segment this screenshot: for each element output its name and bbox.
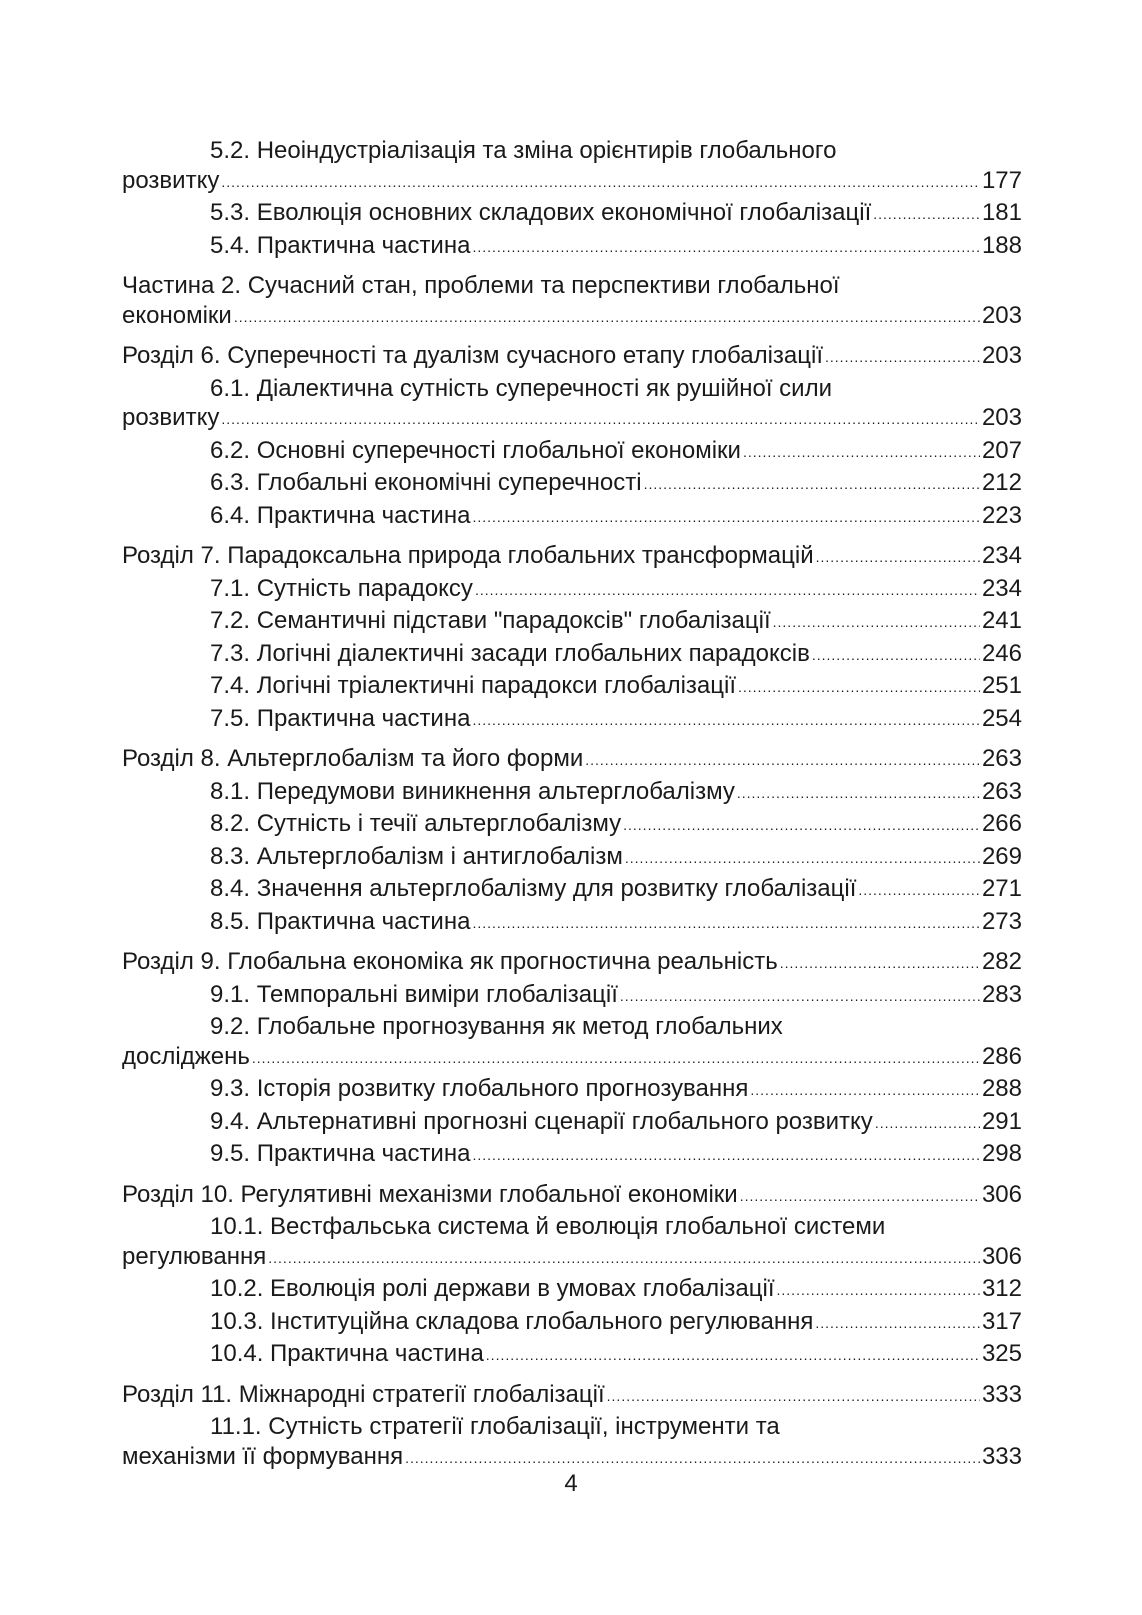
toc-entry-title: Розділ 9. Глобальна економіка як прогностична реальність [122,948,778,975]
toc-entry-page-number: 203 [981,342,1022,369]
toc-entry-page-number: 223 [981,501,1022,529]
dot-leader [620,982,980,1012]
toc-entry-title: 8.5. Практична частина [210,907,471,935]
dot-leader [815,1309,980,1339]
toc-entry-title: 5.4. Практична частина [210,231,471,259]
dot-leader [743,438,980,468]
dot-leader [472,909,980,939]
toc-subsection-entry[interactable] [122,468,1022,501]
toc-subsection-entry[interactable] [122,606,1022,639]
toc-subsection-entry[interactable] [122,374,1022,436]
toc-entry-title: Розділ 6. Суперечності та дуалізм сучасного етапу глобалізації [122,342,824,369]
toc-entry-page-number: 246 [981,639,1022,667]
toc-entry-page-number: 283 [981,980,1022,1008]
toc-entry-page-number: 312 [981,1275,1022,1302]
toc-subsection-entry[interactable] [122,1139,1022,1172]
toc-entry-title: Розділ 8. Альтерглобалізм та його форми [122,745,584,772]
toc-section-entry[interactable] [122,1180,1022,1213]
toc-subsection-entry[interactable] [122,231,1022,264]
toc-entry-title: 9.3. Історія розвитку глобального прогнозування [210,1075,749,1102]
toc-entry-title: 7.2. Семантичні підстави "парадоксів" глобалізації [210,607,771,634]
toc-subsection-entry[interactable] [122,1012,1022,1074]
toc-entry-title: розвитку [122,166,220,194]
dot-leader [472,1141,980,1171]
dot-leader [623,811,980,841]
toc-entry-page-number: 325 [981,1340,1022,1367]
toc-entry-title-first-line: 6.1. Діалектична сутність суперечності як рушійної сили [210,374,832,402]
toc-entry-page-number: 286 [981,1042,1022,1070]
dot-leader [740,1182,980,1212]
toc-entry-page-number: 333 [981,1380,1022,1408]
dot-leader [472,233,980,263]
toc-entry-page-number: 291 [981,1107,1022,1135]
dot-leader [268,1244,980,1274]
toc-entry-page-number: 298 [981,1140,1022,1167]
toc-subsection-entry[interactable] [122,671,1022,704]
toc-subsection-entry[interactable] [122,198,1022,231]
toc-subsection-entry[interactable] [122,501,1022,534]
toc-entry-title: 8.4. Значення альтерглобалізму для розвитку глобалізації [210,875,857,902]
toc-subsection-entry[interactable] [122,136,1022,198]
toc-entry-page-number: 333 [981,1442,1022,1470]
toc-entry-page-number: 266 [981,810,1022,837]
toc-entry-page-number: 254 [981,704,1022,732]
dot-leader [858,876,980,906]
toc-entry-title: 9.4. Альтернативні прогнозні сценарії глобального розвитку [210,1107,873,1135]
dot-leader [644,470,980,500]
toc-entry-page-number: 181 [981,199,1022,226]
toc-entry-page-number: 273 [981,907,1022,935]
toc-entry-title: 7.5. Практична частина [210,704,471,732]
toc-entry-page-number: 203 [981,301,1022,329]
toc-subsection-entry[interactable] [122,1107,1022,1140]
toc-entry-page-number: 269 [981,842,1022,870]
dot-leader [234,303,980,333]
dot-leader [405,1444,980,1474]
toc-entry-page-number: 177 [981,166,1022,194]
toc-section-entry[interactable] [122,947,1022,980]
toc-subsection-entry[interactable] [122,1274,1022,1307]
toc-entry-page-number: 241 [981,607,1022,634]
toc-entry-title: 8.3. Альтерглобалізм і антиглобалізм [210,842,623,870]
page-number: 4 [564,1470,578,1497]
toc-subsection-entry[interactable] [122,1412,1022,1474]
toc-entry-title: регулювання [122,1242,267,1270]
dot-leader [750,1076,980,1106]
dot-leader [777,1276,980,1306]
toc-entry-title: 7.3. Логічні діалектичні засади глобальних парадоксів [210,639,810,667]
toc-entry-title: 10.3. Інституційна складова глобального регулювання [210,1307,814,1335]
toc-entry-title: 8.1. Передумови виникнення альтерглобалізму [210,777,735,805]
table-of-contents [122,136,1022,1474]
dot-leader [252,1044,980,1074]
toc-entry-title: 6.3. Глобальні економічні суперечності [210,469,642,496]
dot-leader [221,405,980,435]
toc-subsection-entry[interactable] [122,980,1022,1013]
toc-entry-title: механізми її формування [122,1442,404,1470]
toc-entry-title: 6.2. Основні суперечності глобальної економіки [210,436,741,464]
toc-entry-title-first-line: Частина 2. Сучасний стан, проблеми та перспективи глобальної [122,272,840,299]
toc-entry-title-first-line: 5.2. Неоіндустріалізація та зміна орієнтирів глобального [210,137,837,164]
toc-entry-title: 7.1. Сутність парадоксу [210,574,473,602]
dot-leader [773,608,980,638]
toc-section-entry[interactable] [122,341,1022,374]
toc-entry-title: 9.5. Практична частина [210,1140,471,1167]
toc-entry-page-number: 251 [981,672,1022,699]
dot-leader [816,543,980,573]
toc-entry-title: 7.4. Логічні тріалектичні парадокси глобалізації [210,672,736,699]
toc-entry-page-number: 263 [981,777,1022,805]
toc-subsection-entry[interactable] [122,436,1022,469]
toc-entry-page-number: 271 [981,875,1022,902]
toc-subsection-entry[interactable] [122,777,1022,810]
toc-entry-title: 5.3. Еволюція основних складових економічної глобалізації [210,199,872,226]
toc-entry-page-number: 317 [981,1307,1022,1335]
dot-leader [221,168,980,198]
dot-leader [812,641,980,671]
dot-leader [585,746,980,776]
toc-entry-title: 6.4. Практична частина [210,501,471,529]
dot-leader [486,1341,980,1371]
toc-subsection-entry[interactable] [122,1074,1022,1107]
toc-entry-page-number: 188 [981,231,1022,259]
toc-entry-page-number: 234 [981,574,1022,602]
toc-entry-page-number: 212 [981,469,1022,496]
toc-entry-title: 10.2. Еволюція ролі держави в умовах глобалізації [210,1275,775,1302]
toc-subsection-entry[interactable] [122,809,1022,842]
dot-leader [472,706,980,736]
toc-entry-title: Розділ 10. Регулятивні механізми глобальної економіки [122,1180,738,1208]
toc-subsection-entry[interactable] [122,907,1022,940]
toc-section-entry[interactable] [122,541,1022,574]
toc-entry-page-number: 203 [981,404,1022,431]
toc-entry-title: Розділ 7. Парадоксальна природа глобальних трансформацій [122,542,814,569]
toc-entry-title: 8.2. Сутність і течії альтерглобалізму [210,810,622,837]
dot-leader [607,1382,980,1412]
toc-subsection-entry[interactable] [122,1339,1022,1372]
toc-entry-title: розвитку [122,404,220,431]
dot-leader [472,503,980,533]
toc-entry-page-number: 288 [981,1075,1022,1102]
toc-subsection-entry[interactable] [122,842,1022,875]
toc-entry-page-number: 234 [981,542,1022,569]
toc-entry-title: 10.4. Практична частина [210,1340,484,1367]
toc-section-entry[interactable] [122,271,1022,333]
dot-leader [738,673,980,703]
dot-leader [780,949,980,979]
toc-entry-page-number: 207 [981,436,1022,464]
toc-entry-title-first-line: 10.1. Вестфальська система й еволюція глобальної системи [210,1213,886,1240]
toc-subsection-entry[interactable] [122,874,1022,907]
toc-entry-title: досліджень [122,1042,250,1070]
toc-entry-page-number: 306 [981,1242,1022,1270]
toc-subsection-entry[interactable] [122,639,1022,672]
toc-entry-title-first-line: 9.2. Глобальне прогнозування як метод глобальних [210,1013,783,1040]
dot-leader [875,1109,980,1139]
toc-entry-title: 9.1. Темпоральні виміри глобалізації [210,980,618,1008]
toc-entry-page-number: 282 [981,948,1022,975]
toc-subsection-entry[interactable] [122,574,1022,607]
toc-entry-page-number: 306 [981,1180,1022,1208]
toc-section-entry[interactable] [122,744,1022,777]
dot-leader [475,576,980,606]
toc-subsection-entry[interactable] [122,1307,1022,1340]
toc-entry-page-number: 263 [981,745,1022,772]
toc-entry-title: Розділ 11. Міжнародні стратегії глобалізації [122,1380,605,1408]
toc-subsection-entry[interactable] [122,1212,1022,1274]
dot-leader [737,779,980,809]
dot-leader [873,200,980,230]
toc-subsection-entry[interactable] [122,704,1022,737]
toc-entry-title: економіки [122,301,232,329]
toc-entry-title-first-line: 11.1. Сутність стратегії глобалізації, інструменти та [210,1413,780,1440]
dot-leader [825,343,980,373]
toc-section-entry[interactable] [122,1380,1022,1413]
dot-leader [625,844,980,874]
